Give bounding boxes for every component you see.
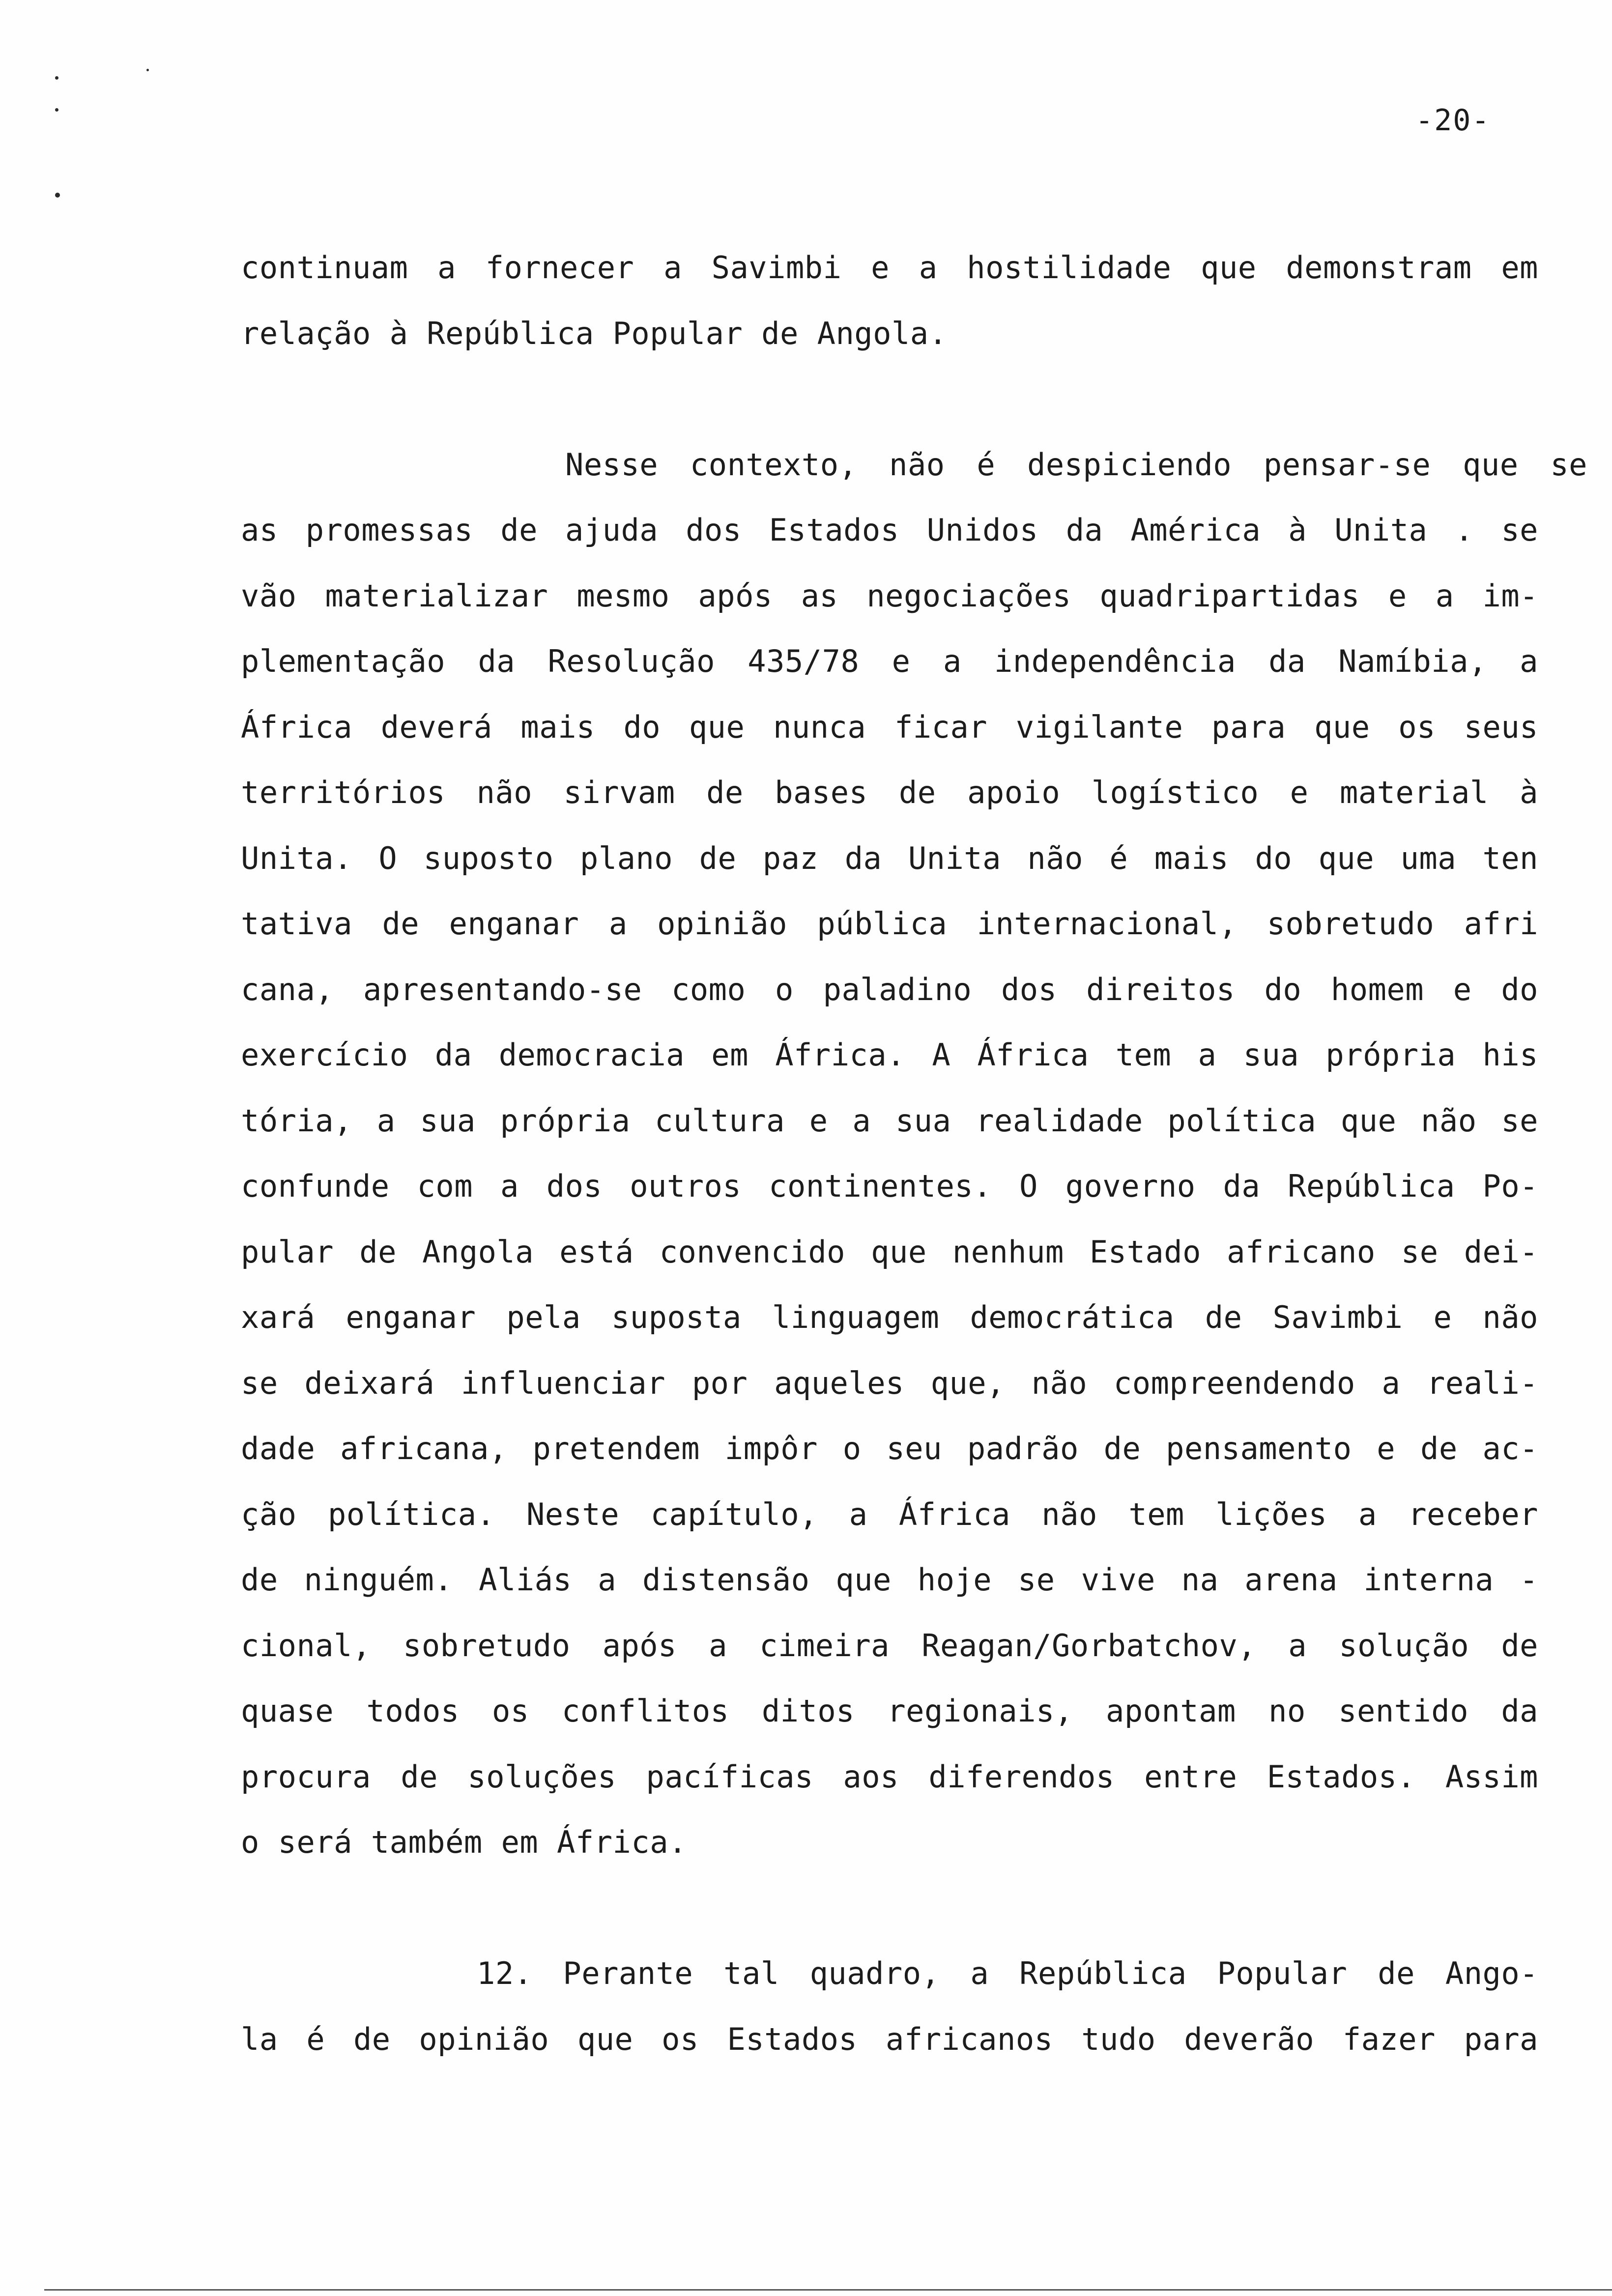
margin-speck bbox=[55, 76, 58, 80]
text-line: procura de soluções pacíficas aos diferendos entre Estados. Assim bbox=[241, 1758, 1538, 1795]
text-line: xará enganar pela suposta linguagem democrática de Savimbi e não bbox=[241, 1299, 1538, 1335]
text-line: quase todos os conflitos ditos regionais, apontam no sentido da bbox=[241, 1693, 1538, 1729]
text-line: tória, a sua própria cultura e a sua realidade política que não se bbox=[241, 1102, 1538, 1139]
text-line: as promessas de ajuda dos Estados Unidos da América à Unita . se bbox=[241, 512, 1538, 548]
text-line: la é de opinião que os Estados africanos tudo deverão fazer para bbox=[241, 2021, 1538, 2057]
text-line: cional, sobretudo após a cimeira Reagan/Gorbatchov, a solução de bbox=[241, 1627, 1538, 1664]
text-line: o será também em África. bbox=[241, 1824, 687, 1860]
text-line: Nesse contexto, não é despiciendo pensar-se que se bbox=[565, 446, 1587, 483]
margin-speck bbox=[146, 69, 149, 71]
text-line: 12. Perante tal quadro, a República Popular de Ango- bbox=[477, 1955, 1538, 1991]
text-line: confunde com a dos outros continentes. O governo da República Po- bbox=[241, 1168, 1538, 1204]
margin-speck bbox=[55, 193, 60, 198]
body-text bbox=[241, 235, 1587, 2072]
text-line: de ninguém. Aliás a distensão que hoje se vive na arena interna - bbox=[241, 1562, 1538, 1598]
text-line: relação à República Popular de Angola. bbox=[241, 315, 948, 351]
text-line: África deverá mais do que nunca ficar vigilante para que os seus bbox=[241, 709, 1538, 745]
text-line: vão materializar mesmo após as negociações quadripartidas e a im- bbox=[241, 577, 1538, 614]
text-line: dade africana, pretendem impôr o seu padrão de pensamento e de ac- bbox=[241, 1431, 1538, 1466]
bottom-edge-line bbox=[44, 2289, 1612, 2291]
text-line: tativa de enganar a opinião pública internacional, sobretudo afri bbox=[241, 906, 1538, 942]
text-line: Unita. O suposto plano de paz da Unita não é mais do que uma ten bbox=[241, 840, 1538, 876]
text-line: territórios não sirvam de bases de apoio logístico e material à bbox=[241, 775, 1538, 810]
text-line: pular de Angola está convencido que nenhum Estado africano se dei- bbox=[241, 1234, 1538, 1270]
text-line: continuam a fornecer a Savimbi e a hostilidade que demonstram em bbox=[241, 250, 1538, 286]
page-number: -20- bbox=[1415, 103, 1491, 138]
text-line: se deixará influenciar por aqueles que, não compreendendo a reali- bbox=[241, 1365, 1538, 1401]
margin-speck bbox=[55, 108, 58, 112]
text-line: exercício da democracia em África. A África tem a sua própria his bbox=[241, 1037, 1538, 1073]
text-line: cana, apresentando-se como o paladino dos direitos do homem e do bbox=[241, 971, 1538, 1007]
text-line: ção política. Neste capítulo, a África não tem lições a receber bbox=[241, 1496, 1538, 1532]
text-line: plementação da Resolução 435/78 e a independência da Namíbia, a bbox=[241, 643, 1538, 679]
